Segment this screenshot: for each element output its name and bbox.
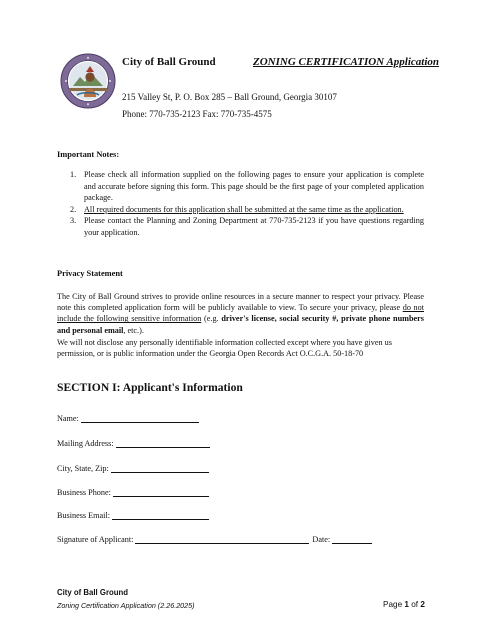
section-one-heading: SECTION I: Applicant's Information [57, 381, 243, 394]
phone-fax-line: Phone: 770-735-2123 Fax: 770-735-4575 [122, 109, 272, 119]
important-notes-heading: Important Notes: [57, 150, 120, 159]
date-field[interactable] [332, 535, 372, 544]
privacy-text-underlined: do not include the following sensitive information [57, 303, 424, 324]
name-label: Name: [57, 414, 79, 423]
page-of: of [411, 600, 419, 609]
note-text: Please contact the Planning and Zoning Department at 770-735-2123 if you have questions regarding your application. [84, 216, 424, 237]
mailing-address-label: Mailing Address: [57, 439, 114, 448]
privacy-paragraph [57, 291, 424, 336]
page-total: 2 [420, 600, 425, 609]
privacy-heading: Privacy Statement [57, 269, 123, 278]
business-email-label: Business Email: [57, 511, 110, 520]
privacy-text-middle: (e.g. [201, 314, 222, 324]
note-text: All required documents for this application shall be submitted at the same time as the application. [84, 204, 404, 214]
footer-application-name: Zoning Certification Application (2.26.2025) [57, 601, 195, 610]
important-notes-list [57, 169, 424, 238]
page-word: Page [383, 600, 403, 609]
page-current: 1 [404, 600, 409, 609]
signature-field[interactable] [135, 535, 309, 544]
business-phone-label: Business Phone: [57, 488, 111, 497]
name-field-row [57, 414, 199, 423]
mailing-address-field-row [57, 439, 210, 448]
address-line: 215 Valley St, P. O. Box 285 – Ball Ground, Georgia 30107 [122, 92, 337, 102]
business-email-field-row [57, 511, 209, 520]
note-number: 3. [70, 216, 77, 225]
application-title: ZONING CERTIFICATION Application [253, 56, 440, 68]
footer-city-name: City of Ball Ground [57, 588, 129, 597]
business-phone-field[interactable] [113, 488, 209, 497]
city-seal-icon [60, 53, 116, 109]
business-email-field[interactable] [112, 511, 209, 520]
note-item [57, 169, 424, 204]
privacy-text-start: The City of Ball Ground strives to provide online resources in a secure manner to respect your privacy. Please note this completed application form will be publicly available to view. To secure your privacy, please [57, 292, 424, 313]
name-field[interactable] [81, 414, 199, 423]
signature-field-row [57, 535, 372, 544]
privacy-text-end: , etc.). [123, 325, 144, 335]
city-state-zip-field-row [57, 464, 209, 473]
disclosure-paragraph: We will not disclose any personally identifiable information collected except where you have given us permission, or is public information under the Georgia Open Records Act O.C.G.A. 50-18-70 [57, 338, 392, 359]
signature-label: Signature of Applicant: [57, 535, 134, 544]
mailing-address-field[interactable] [116, 439, 210, 448]
note-number: 1. [70, 170, 77, 179]
note-item [57, 204, 424, 216]
page-number [383, 600, 425, 609]
city-state-zip-label: City, State, Zip: [57, 464, 109, 473]
note-text: Please check all information supplied on the following pages to ensure your application is complete and accurate before signing this form. This page should be the first page of your completed application package. [84, 170, 424, 202]
note-number: 2. [70, 204, 77, 214]
city-name: City of Ball Ground [122, 56, 216, 68]
date-label: Date: [312, 535, 331, 544]
note-item [57, 215, 424, 238]
city-state-zip-field[interactable] [111, 464, 209, 473]
business-phone-field-row [57, 488, 209, 497]
privacy-text-bold: driver's license, social security #, private phone numbers and personal email [57, 314, 424, 335]
